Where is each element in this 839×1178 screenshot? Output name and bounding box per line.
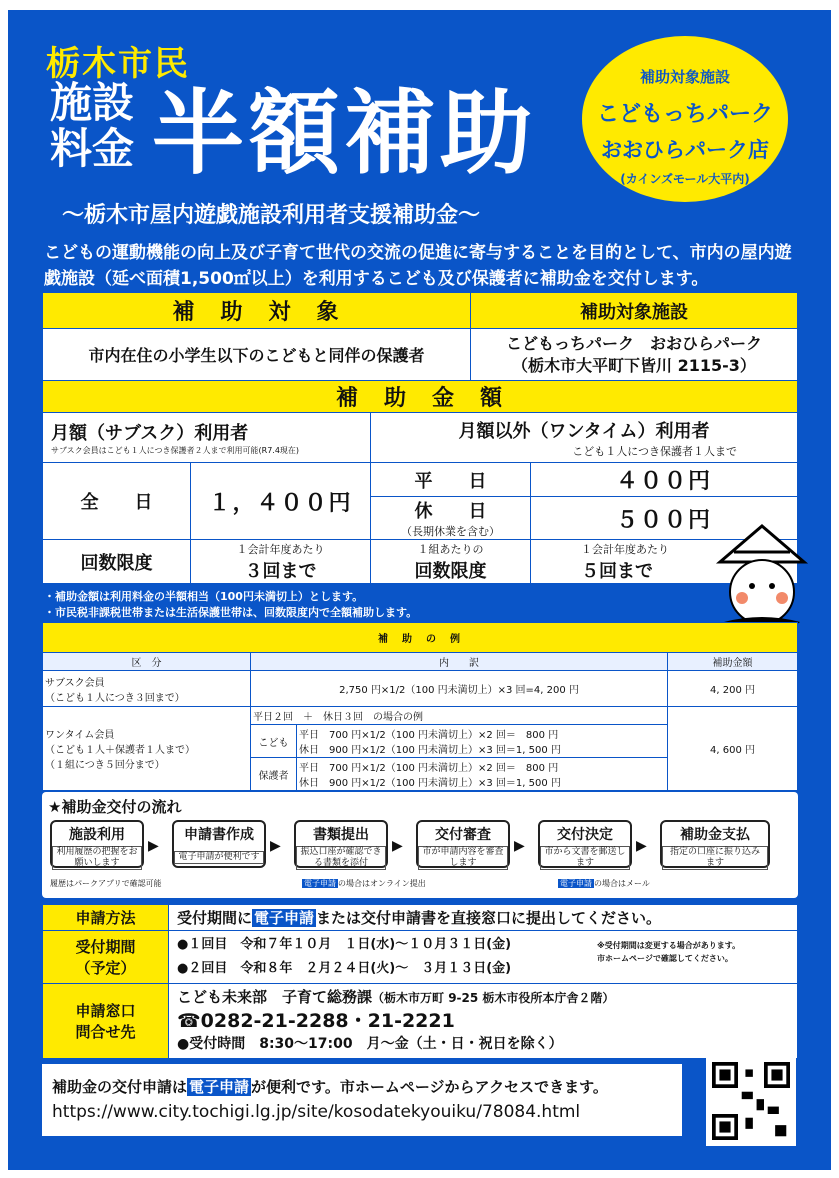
note-1: ・補助金額は利用料金の半額相当（100円未満切上）とします。 xyxy=(44,590,364,603)
phone-number[interactable]: ☎0282-21-2288・21-2221 xyxy=(177,1010,455,1032)
flow-step-4: 交付審査 市が申請内容を審査します xyxy=(416,820,510,868)
target-section: 補 助 対 象 補助対象施設 市内在住の小学生以下のこどもと同伴の保護者 こどもっちパーク おおひらパーク （栃木市大平町下皆川 2115-3） xyxy=(42,292,798,381)
flow-step-2: 申請書作成 電子申請が便利です xyxy=(172,820,266,868)
arrow-icon: ▶ xyxy=(270,838,281,854)
city-label: 栃木市民 xyxy=(46,44,190,84)
example-section: 補 助 の 例 区 分 内 訳 補助金額 サブスク会員 （こども１人につき３回まで） 2,750 円×1/2（100 円未満切上）×3 回=4, 200 円 4, 200 円 ワンタイム会員 （こども１人＋保護者１人まで） （１組につき５回分まで） 平日２回 ＋ 休日３回 の場合の例 4, 600 円 こども 平日 700 円×1/2（100 円未満切上）×2 回＝ 800 円 休日 900 円×1/2（100 円未満切上）×3 回＝1, 500 円 保護者 平日 700 円×1/2（100 円未満切上）×2 回＝ 800 円 休日 900 円×1/2（100 円未満切上）×3 回＝1, 500 円 xyxy=(42,622,798,791)
qr-code-icon[interactable] xyxy=(706,1056,796,1146)
arrow-icon: ▶ xyxy=(392,838,403,854)
flow-step-5: 交付決定 市から文書を郵送します xyxy=(538,820,632,868)
application-section: 申請方法 受付期間に 電子申請 または交付申請書を直接窓口に提出してください。 受付期間 （予定） ●１回目 令和７年１０月 １日(水)～１０月３１日(金) ●２回目 令和８年 ２月２４日(火)～ ３月１３日(金) ※受付期間は変更する場合があります。 市ホームページで確認してください。 申請窓口 問合せ先 こども未来部 子育て総務課（栃木市万町 9-25 栃木市役所本庁舎２階） ☎0282-21-2288・21-2221 ●受付時間 8:30～17:00 月～金（土・日・祝日を除く） xyxy=(42,904,798,1059)
facility-badge: 補助対象施設 こどもっちパーク おおひらパーク店 (カインズモール大平内) xyxy=(582,36,788,202)
footer-banner: 補助金の交付申請は 電子申請 が便利です。市ホームページからアクセスできます。 https://www.city.tochigi.lg.jp/site/kosodatekyouiku/78084.html xyxy=(42,1064,682,1136)
arrow-icon: ▶ xyxy=(514,838,525,854)
amount-section: 補 助 金 額 月額（サブスク）利用者 サブスク会員はこども１人につき保護者２人まで利用可能(R7.4現在) 月額以外（ワンタイム）利用者 こども１人につき保護者１人まで 全 日 １，４００円 平 日 ４００円 休 日 （長期休業を含む） ５００円 回数限度 １会計年度あたり ３回まで １組あたりの 回数限度 １会計年度あたり ５回まで xyxy=(42,380,798,584)
subtitle: ～栃木市屋内遊戯施設利用者支援補助金～ xyxy=(62,203,481,228)
arrow-icon: ▶ xyxy=(148,838,159,854)
main-title: 半額補助 xyxy=(152,80,537,187)
flow-step-6: 補助金支払 指定の口座に振り込みます xyxy=(660,820,770,868)
flow-step-1: 施設利用 利用履歴の把握をお願いします xyxy=(50,820,144,868)
note-2: ・市民税非課税世帯または生活保護世帯は、回数限度内で全額補助します。 xyxy=(44,606,418,619)
arrow-icon: ▶ xyxy=(636,838,647,854)
flow-step-3: 書類提出 振込口座が確認できる書類を添付 xyxy=(294,820,388,868)
website-link[interactable]: https://www.city.tochigi.lg.jp/site/kosodatekyouiku/78084.html xyxy=(52,1102,581,1122)
fee-label: 施設 料金 xyxy=(49,78,134,173)
intro-text: こどもの運動機能の向上及び子育て世代の交流の促進に寄与することを目的として、市内の屋内遊戯施設（延べ面積1,500㎡以上）を利用するこども及び保護者に補助金を交付します。 xyxy=(44,243,792,289)
flow-section: ★補助金交付の流れ 施設利用 利用履歴の把握をお願いします ▶ 申請書作成 電子申請が便利です ▶ 書類提出 振込口座が確認できる書類を添付 ▶ 交付審査 市が申請内容を審査します ▶ 交付決定 市から文書を郵送します ▶ 補助金支払 指定の口座に振り込みます 履歴はパークアプリで確認可能 電子申請 の場合はオンライン提出 電子申請 の場合はメール xyxy=(42,792,798,898)
